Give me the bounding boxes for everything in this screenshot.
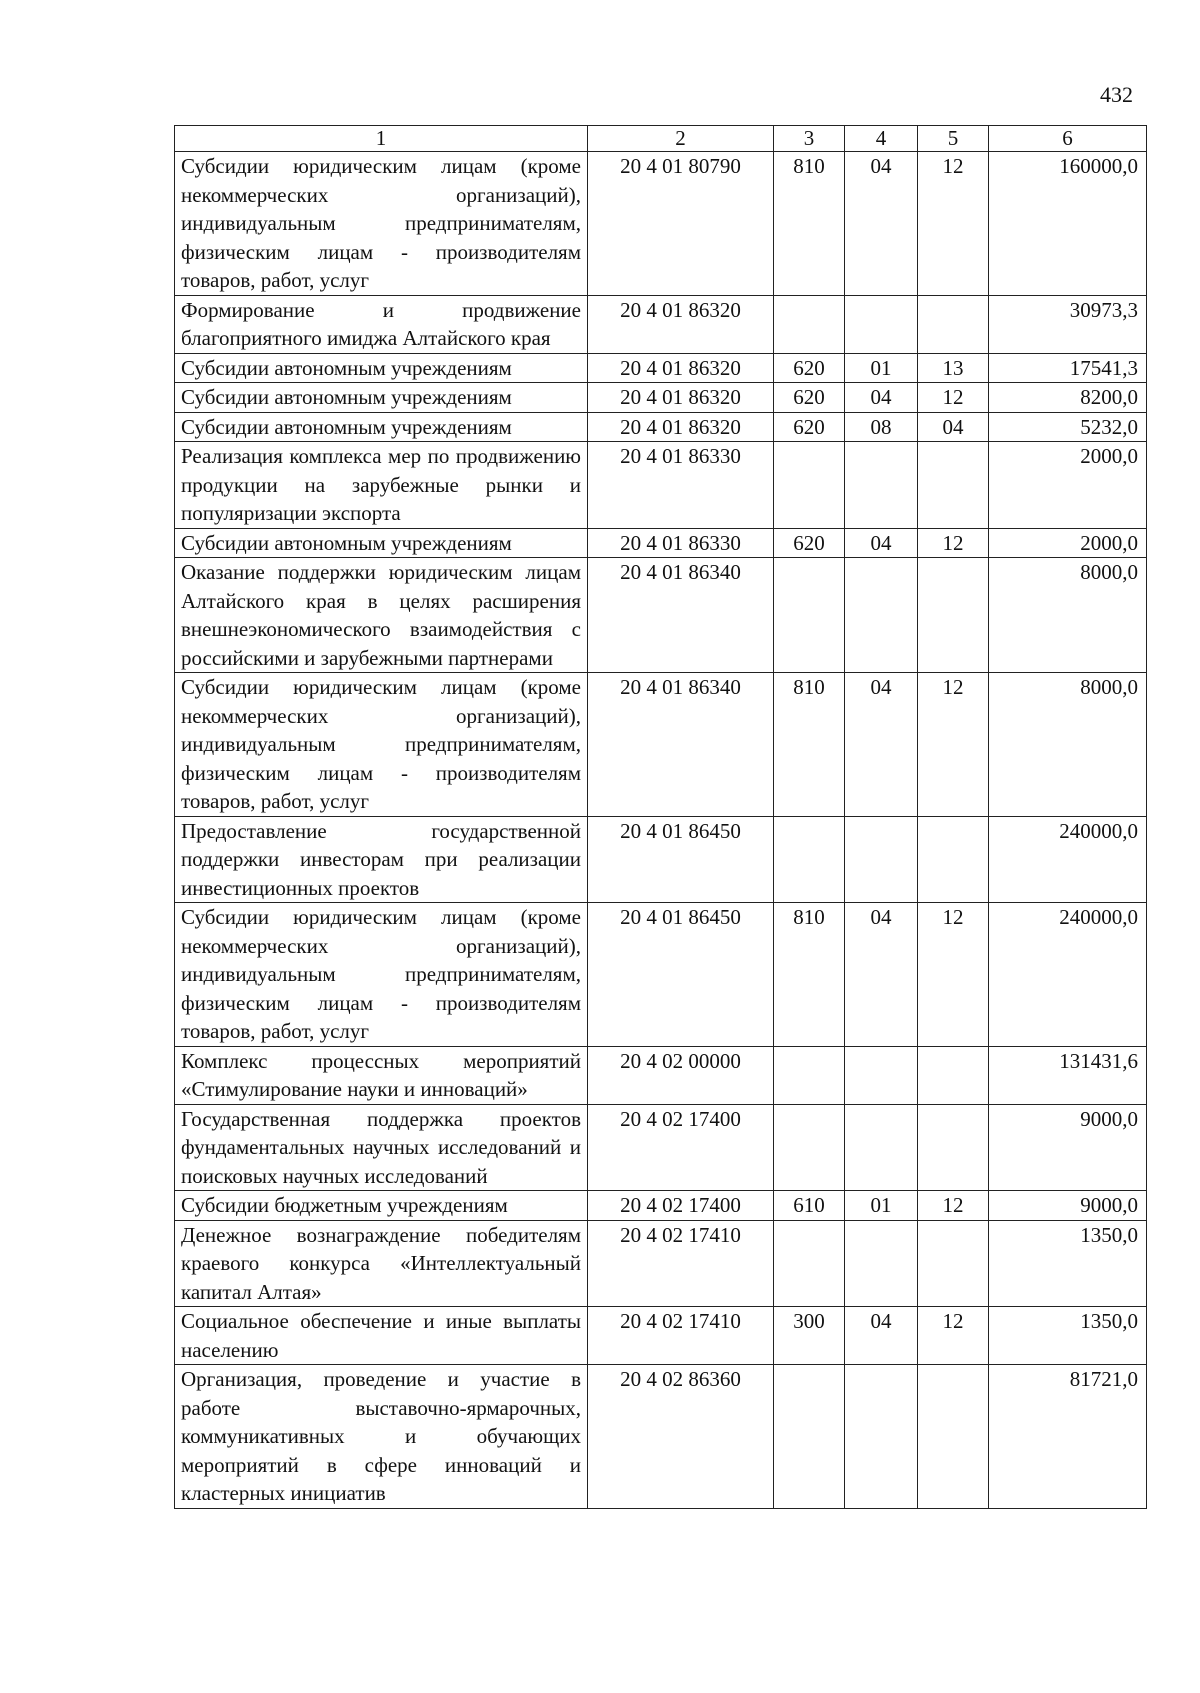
row-code-cell: 20 4 02 17400	[588, 1104, 774, 1191]
row-col4-cell	[845, 295, 918, 353]
table-row	[175, 903, 1147, 1047]
row-code-cell: 20 4 01 86320	[588, 383, 774, 413]
header-col-1: 1	[175, 126, 588, 152]
row-name-cell: Оказание поддержки юридическим лицам Алтайского края в целях расширения внешнеэкономического взаимодействия с российскими и зарубежными партнерами	[175, 558, 588, 673]
row-col3-cell	[774, 558, 845, 673]
row-col3-cell: 620	[774, 528, 845, 558]
row-col3-cell: 610	[774, 1191, 845, 1221]
row-amount-cell: 1350,0	[989, 1220, 1147, 1307]
row-code-cell: 20 4 01 86330	[588, 528, 774, 558]
row-code-cell: 20 4 02 17400	[588, 1191, 774, 1221]
table-row	[175, 673, 1147, 817]
row-name-cell: Денежное вознаграждение победителям краевого конкурса «Интеллектуальный капитал Алтая»	[175, 1220, 588, 1307]
row-col5-cell: 04	[918, 412, 989, 442]
row-name-cell: Субсидии автономным учреждениям	[175, 528, 588, 558]
row-col5-cell: 12	[918, 903, 989, 1047]
header-col-4: 4	[845, 126, 918, 152]
header-col-5: 5	[918, 126, 989, 152]
row-name-cell: Субсидии автономным учреждениям	[175, 412, 588, 442]
row-name-cell: Субсидии юридическим лицам (кроме некоммерческих организаций), индивидуальным предпринимателям, физическим лицам - производителям товаров, работ, услуг	[175, 903, 588, 1047]
table-row	[175, 1104, 1147, 1191]
row-col5-cell: 12	[918, 528, 989, 558]
row-col4-cell: 04	[845, 903, 918, 1047]
row-col5-cell: 12	[918, 152, 989, 296]
row-col4-cell: 04	[845, 383, 918, 413]
row-name-cell: Государственная поддержка проектов фундаментальных научных исследований и поисковых научных исследований	[175, 1104, 588, 1191]
row-col3-cell: 810	[774, 903, 845, 1047]
row-col4-cell: 01	[845, 1191, 918, 1221]
table-row	[175, 383, 1147, 413]
table-row	[175, 528, 1147, 558]
row-col4-cell	[845, 1104, 918, 1191]
row-amount-cell: 5232,0	[989, 412, 1147, 442]
row-amount-cell: 30973,3	[989, 295, 1147, 353]
table-row	[175, 412, 1147, 442]
row-col4-cell: 04	[845, 1307, 918, 1365]
row-col5-cell: 13	[918, 353, 989, 383]
row-col5-cell: 12	[918, 383, 989, 413]
row-amount-cell: 2000,0	[989, 528, 1147, 558]
row-amount-cell: 9000,0	[989, 1104, 1147, 1191]
row-col5-cell	[918, 816, 989, 903]
row-amount-cell: 8000,0	[989, 558, 1147, 673]
row-col5-cell	[918, 295, 989, 353]
table-row	[175, 1046, 1147, 1104]
table-row	[175, 1191, 1147, 1221]
table-row	[175, 1365, 1147, 1509]
row-name-cell: Предоставление государственной поддержки инвесторам при реализации инвестиционных проектов	[175, 816, 588, 903]
row-code-cell: 20 4 02 17410	[588, 1220, 774, 1307]
header-col-2: 2	[588, 126, 774, 152]
row-col3-cell	[774, 295, 845, 353]
row-name-cell: Комплекс процессных мероприятий «Стимулирование науки и инноваций»	[175, 1046, 588, 1104]
row-code-cell: 20 4 02 00000	[588, 1046, 774, 1104]
row-col5-cell	[918, 442, 989, 529]
row-col5-cell	[918, 558, 989, 673]
row-col3-cell	[774, 442, 845, 529]
row-col4-cell	[845, 558, 918, 673]
row-col3-cell: 810	[774, 152, 845, 296]
row-col4-cell: 04	[845, 673, 918, 817]
row-code-cell: 20 4 01 86330	[588, 442, 774, 529]
row-col4-cell: 08	[845, 412, 918, 442]
row-name-cell: Субсидии юридическим лицам (кроме некоммерческих организаций), индивидуальным предпринимателям, физическим лицам - производителям товаров, работ, услуг	[175, 152, 588, 296]
row-name-cell: Организация, проведение и участие в работе выставочно-ярмарочных, коммуникативных и обучающих мероприятий в сфере инноваций и кластерных инициатив	[175, 1365, 588, 1509]
row-col5-cell	[918, 1220, 989, 1307]
row-col3-cell: 620	[774, 353, 845, 383]
row-amount-cell: 17541,3	[989, 353, 1147, 383]
row-name-cell: Формирование и продвижение благоприятного имиджа Алтайского края	[175, 295, 588, 353]
table-row	[175, 1220, 1147, 1307]
row-col4-cell: 04	[845, 152, 918, 296]
table-row	[175, 1307, 1147, 1365]
row-col3-cell: 300	[774, 1307, 845, 1365]
row-col3-cell: 620	[774, 412, 845, 442]
header-col-6: 6	[989, 126, 1147, 152]
row-name-cell: Реализация комплекса мер по продвижению продукции на зарубежные рынки и популяризации экспорта	[175, 442, 588, 529]
row-code-cell: 20 4 01 86320	[588, 412, 774, 442]
row-code-cell: 20 4 01 86450	[588, 903, 774, 1047]
row-col4-cell: 04	[845, 528, 918, 558]
header-col-3: 3	[774, 126, 845, 152]
row-col4-cell: 01	[845, 353, 918, 383]
row-col3-cell	[774, 1046, 845, 1104]
row-code-cell: 20 4 01 86320	[588, 295, 774, 353]
row-name-cell: Субсидии юридическим лицам (кроме некоммерческих организаций), индивидуальным предпринимателям, физическим лицам - производителям товаров, работ, услуг	[175, 673, 588, 817]
row-code-cell: 20 4 02 17410	[588, 1307, 774, 1365]
row-col4-cell	[845, 1046, 918, 1104]
row-code-cell: 20 4 01 86340	[588, 673, 774, 817]
row-code-cell: 20 4 01 86340	[588, 558, 774, 673]
row-col5-cell: 12	[918, 1191, 989, 1221]
row-col4-cell	[845, 1220, 918, 1307]
row-col4-cell	[845, 1365, 918, 1509]
table-row	[175, 816, 1147, 903]
table-row	[175, 152, 1147, 296]
row-amount-cell: 81721,0	[989, 1365, 1147, 1509]
row-col5-cell	[918, 1365, 989, 1509]
row-name-cell: Субсидии автономным учреждениям	[175, 383, 588, 413]
row-col4-cell	[845, 816, 918, 903]
row-amount-cell: 9000,0	[989, 1191, 1147, 1221]
row-amount-cell: 1350,0	[989, 1307, 1147, 1365]
row-name-cell: Субсидии бюджетным учреждениям	[175, 1191, 588, 1221]
table-row	[175, 295, 1147, 353]
row-amount-cell: 2000,0	[989, 442, 1147, 529]
row-amount-cell: 240000,0	[989, 903, 1147, 1047]
row-col5-cell	[918, 1104, 989, 1191]
table-row	[175, 558, 1147, 673]
table-row	[175, 353, 1147, 383]
row-amount-cell: 8200,0	[989, 383, 1147, 413]
row-code-cell: 20 4 01 86450	[588, 816, 774, 903]
row-col3-cell	[774, 1104, 845, 1191]
table-row	[175, 442, 1147, 529]
row-amount-cell: 8000,0	[989, 673, 1147, 817]
row-col3-cell	[774, 816, 845, 903]
row-amount-cell: 240000,0	[989, 816, 1147, 903]
row-name-cell: Социальное обеспечение и иные выплаты населению	[175, 1307, 588, 1365]
page-number: 432	[1100, 82, 1133, 107]
row-col5-cell: 12	[918, 1307, 989, 1365]
row-amount-cell: 131431,6	[989, 1046, 1147, 1104]
row-col3-cell	[774, 1365, 845, 1509]
row-col3-cell	[774, 1220, 845, 1307]
budget-table	[174, 125, 1147, 1509]
row-col3-cell: 620	[774, 383, 845, 413]
row-col5-cell: 12	[918, 673, 989, 817]
row-code-cell: 20 4 02 86360	[588, 1365, 774, 1509]
row-col5-cell	[918, 1046, 989, 1104]
row-code-cell: 20 4 01 86320	[588, 353, 774, 383]
row-col4-cell	[845, 442, 918, 529]
row-amount-cell: 160000,0	[989, 152, 1147, 296]
row-code-cell: 20 4 01 80790	[588, 152, 774, 296]
table-header-row	[175, 126, 1147, 152]
row-name-cell: Субсидии автономным учреждениям	[175, 353, 588, 383]
table-body	[175, 152, 1147, 1509]
row-col3-cell: 810	[774, 673, 845, 817]
